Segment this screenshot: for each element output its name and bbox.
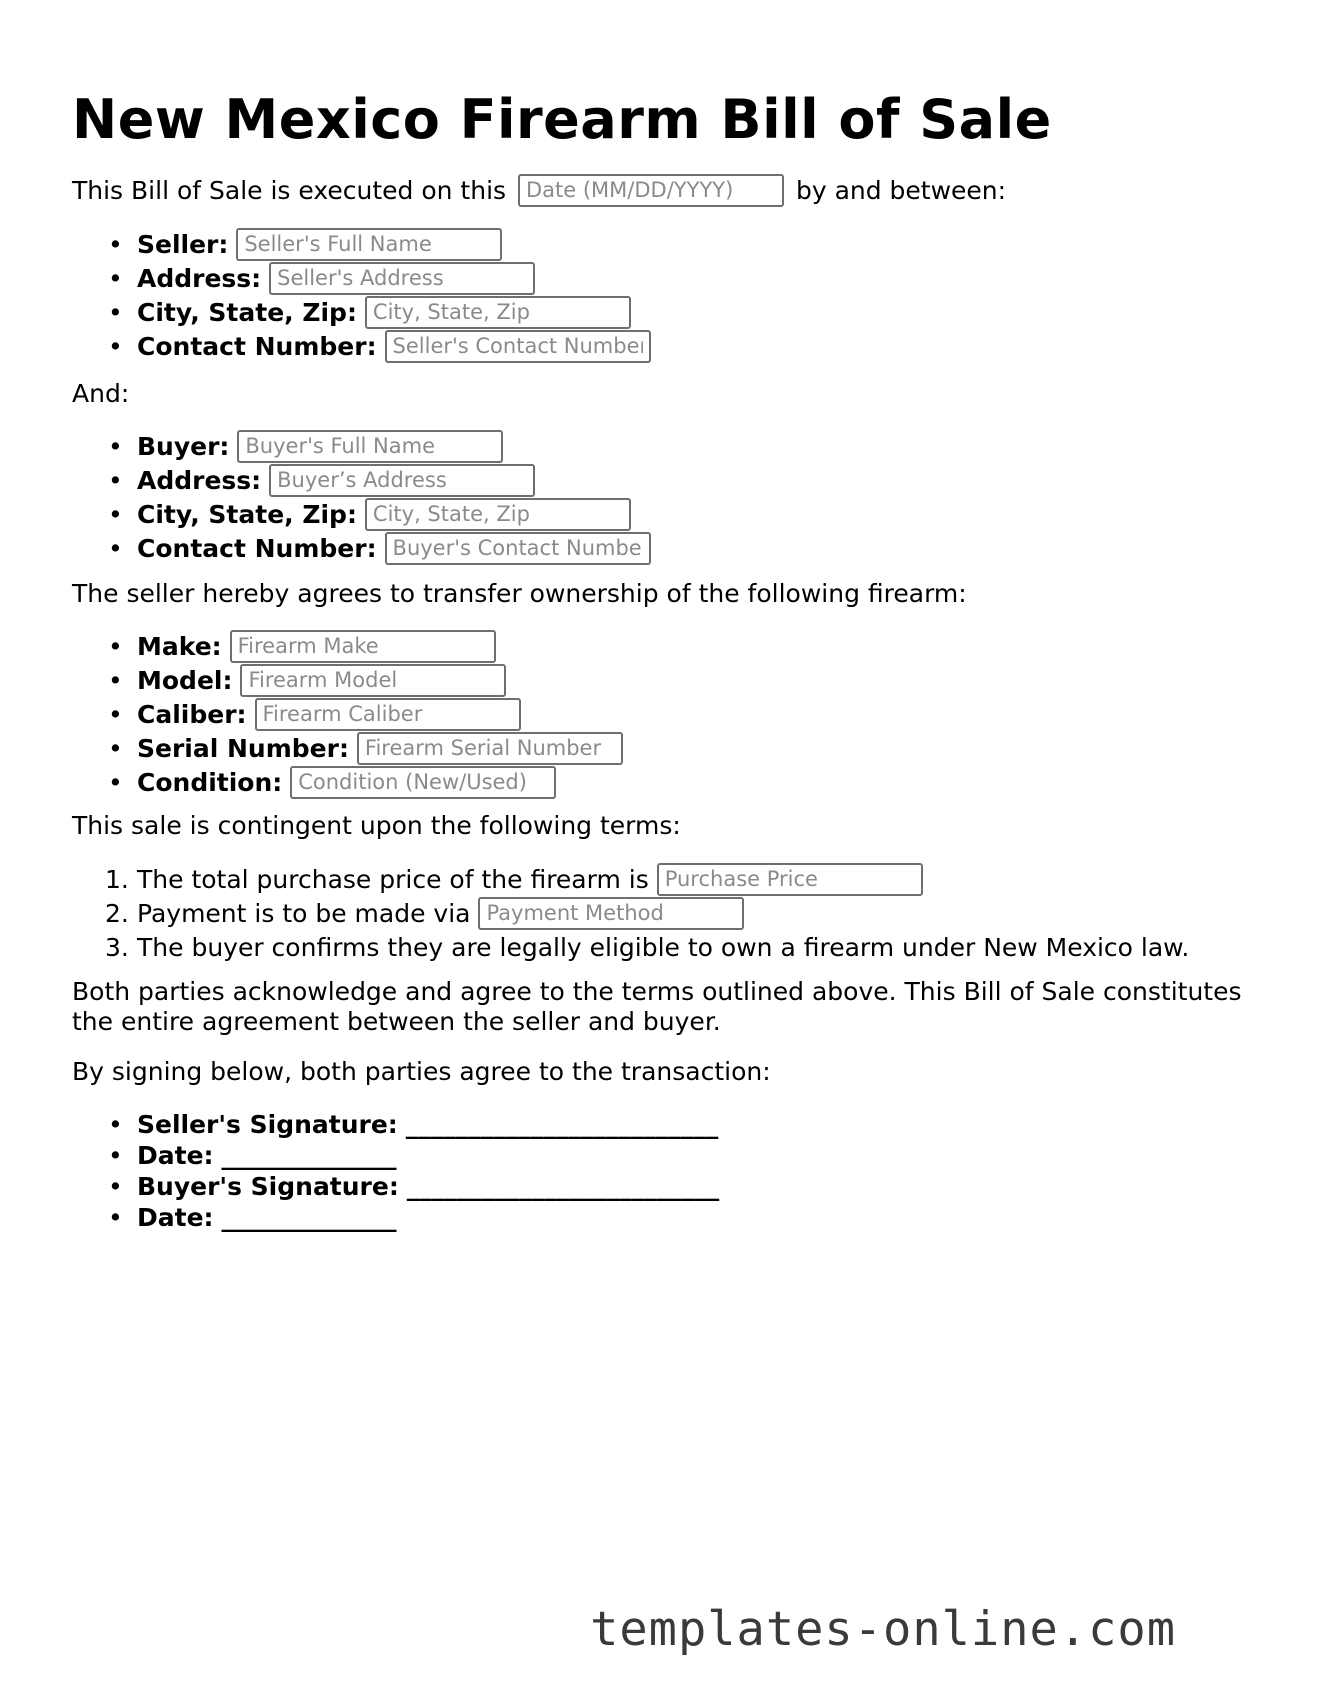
seller-signature-label: Seller's Signature: bbox=[137, 1110, 398, 1139]
term-text: Payment is to be made via bbox=[137, 899, 471, 928]
list-item bbox=[72, 664, 623, 698]
seller-city-state-zip-label: City, State, Zip: bbox=[137, 298, 357, 327]
list-item bbox=[72, 1171, 719, 1202]
firearm-make-label: Make: bbox=[137, 632, 222, 661]
buyer-address-label: Address: bbox=[137, 466, 262, 495]
list-item bbox=[72, 330, 651, 364]
list-item bbox=[72, 228, 651, 262]
buyer-address-input[interactable] bbox=[269, 464, 535, 497]
buyer-contact-label: Contact Number: bbox=[137, 534, 377, 563]
buyer-date-label: Date: bbox=[137, 1203, 214, 1232]
list-item bbox=[72, 1109, 719, 1140]
seller-signature-line[interactable]: _________________________ bbox=[405, 1110, 719, 1139]
term-text: The total purchase price of the firearm is bbox=[137, 865, 649, 894]
list-item bbox=[72, 766, 623, 800]
list-item bbox=[72, 897, 1189, 931]
purchase-price-input[interactable] bbox=[657, 863, 923, 896]
list-item bbox=[72, 630, 623, 664]
buyer-city-state-zip-input[interactable] bbox=[365, 498, 631, 531]
firearm-condition-input[interactable] bbox=[290, 766, 556, 799]
intro-text-after: by and between: bbox=[795, 176, 1007, 205]
seller-address-label: Address: bbox=[137, 264, 262, 293]
seller-contact-input[interactable] bbox=[385, 330, 651, 363]
buyer-info-list bbox=[72, 430, 651, 566]
term-number: 2. bbox=[105, 899, 129, 928]
firearm-serial-input[interactable] bbox=[357, 732, 623, 765]
seller-info-list bbox=[72, 228, 651, 364]
list-item bbox=[72, 863, 1189, 897]
term-text: The buyer confirms they are legally eligible to own a firearm under New Mexico law. bbox=[137, 933, 1190, 962]
watermark: templates-online.com bbox=[590, 1602, 1176, 1657]
seller-name-input[interactable] bbox=[236, 228, 502, 261]
seller-address-input[interactable] bbox=[269, 262, 535, 295]
list-item bbox=[72, 532, 651, 566]
execution-date-input[interactable] bbox=[518, 174, 784, 207]
buyer-signature-label: Buyer's Signature: bbox=[137, 1172, 399, 1201]
list-item bbox=[72, 430, 651, 464]
firearm-model-input[interactable] bbox=[240, 664, 506, 697]
seller-city-state-zip-input[interactable] bbox=[365, 296, 631, 329]
signing-intro: By signing below, both parties agree to the transaction: bbox=[72, 1057, 771, 1086]
signature-list bbox=[72, 1109, 719, 1233]
firearm-info-list bbox=[72, 630, 623, 800]
terms-list bbox=[72, 863, 1189, 965]
intro-paragraph bbox=[72, 176, 1006, 207]
buyer-name-input[interactable] bbox=[237, 430, 503, 463]
list-item bbox=[72, 698, 623, 732]
list-item bbox=[72, 1140, 719, 1171]
firearm-model-label: Model: bbox=[137, 666, 233, 695]
page-title: New Mexico Firearm Bill of Sale bbox=[72, 88, 1052, 151]
list-item bbox=[72, 262, 651, 296]
list-item bbox=[72, 296, 651, 330]
buyer-name-label: Buyer: bbox=[137, 432, 230, 461]
list-item bbox=[72, 931, 1189, 965]
list-item bbox=[72, 464, 651, 498]
firearm-serial-label: Serial Number: bbox=[137, 734, 349, 763]
acknowledgement-paragraph: Both parties acknowledge and agree to the terms outlined above. This Bill of Sale constitutes the entire agreement between the seller and buyer. bbox=[72, 977, 1242, 1036]
list-item bbox=[72, 1202, 719, 1233]
buyer-contact-input[interactable] bbox=[385, 532, 651, 565]
and-text: And: bbox=[72, 379, 130, 408]
firearm-caliber-input[interactable] bbox=[255, 698, 521, 731]
intro-text-before: This Bill of Sale is executed on this bbox=[72, 176, 507, 205]
list-item bbox=[72, 498, 651, 532]
terms-intro: This sale is contingent upon the following terms: bbox=[72, 811, 681, 840]
buyer-signature-line[interactable]: _________________________ bbox=[406, 1172, 720, 1201]
seller-date-line[interactable]: ______________ bbox=[221, 1141, 397, 1170]
firearm-make-input[interactable] bbox=[230, 630, 496, 663]
term-number: 1. bbox=[105, 865, 129, 894]
buyer-date-line[interactable]: ______________ bbox=[221, 1203, 397, 1232]
seller-date-label: Date: bbox=[137, 1141, 214, 1170]
firearm-condition-label: Condition: bbox=[137, 768, 283, 797]
firearm-caliber-label: Caliber: bbox=[137, 700, 247, 729]
seller-contact-label: Contact Number: bbox=[137, 332, 377, 361]
seller-name-label: Seller: bbox=[137, 230, 229, 259]
term-number: 3. bbox=[105, 933, 129, 962]
payment-method-input[interactable] bbox=[478, 897, 744, 930]
transfer-text: The seller hereby agrees to transfer ownership of the following firearm: bbox=[72, 579, 967, 608]
buyer-city-state-zip-label: City, State, Zip: bbox=[137, 500, 357, 529]
list-item bbox=[72, 732, 623, 766]
